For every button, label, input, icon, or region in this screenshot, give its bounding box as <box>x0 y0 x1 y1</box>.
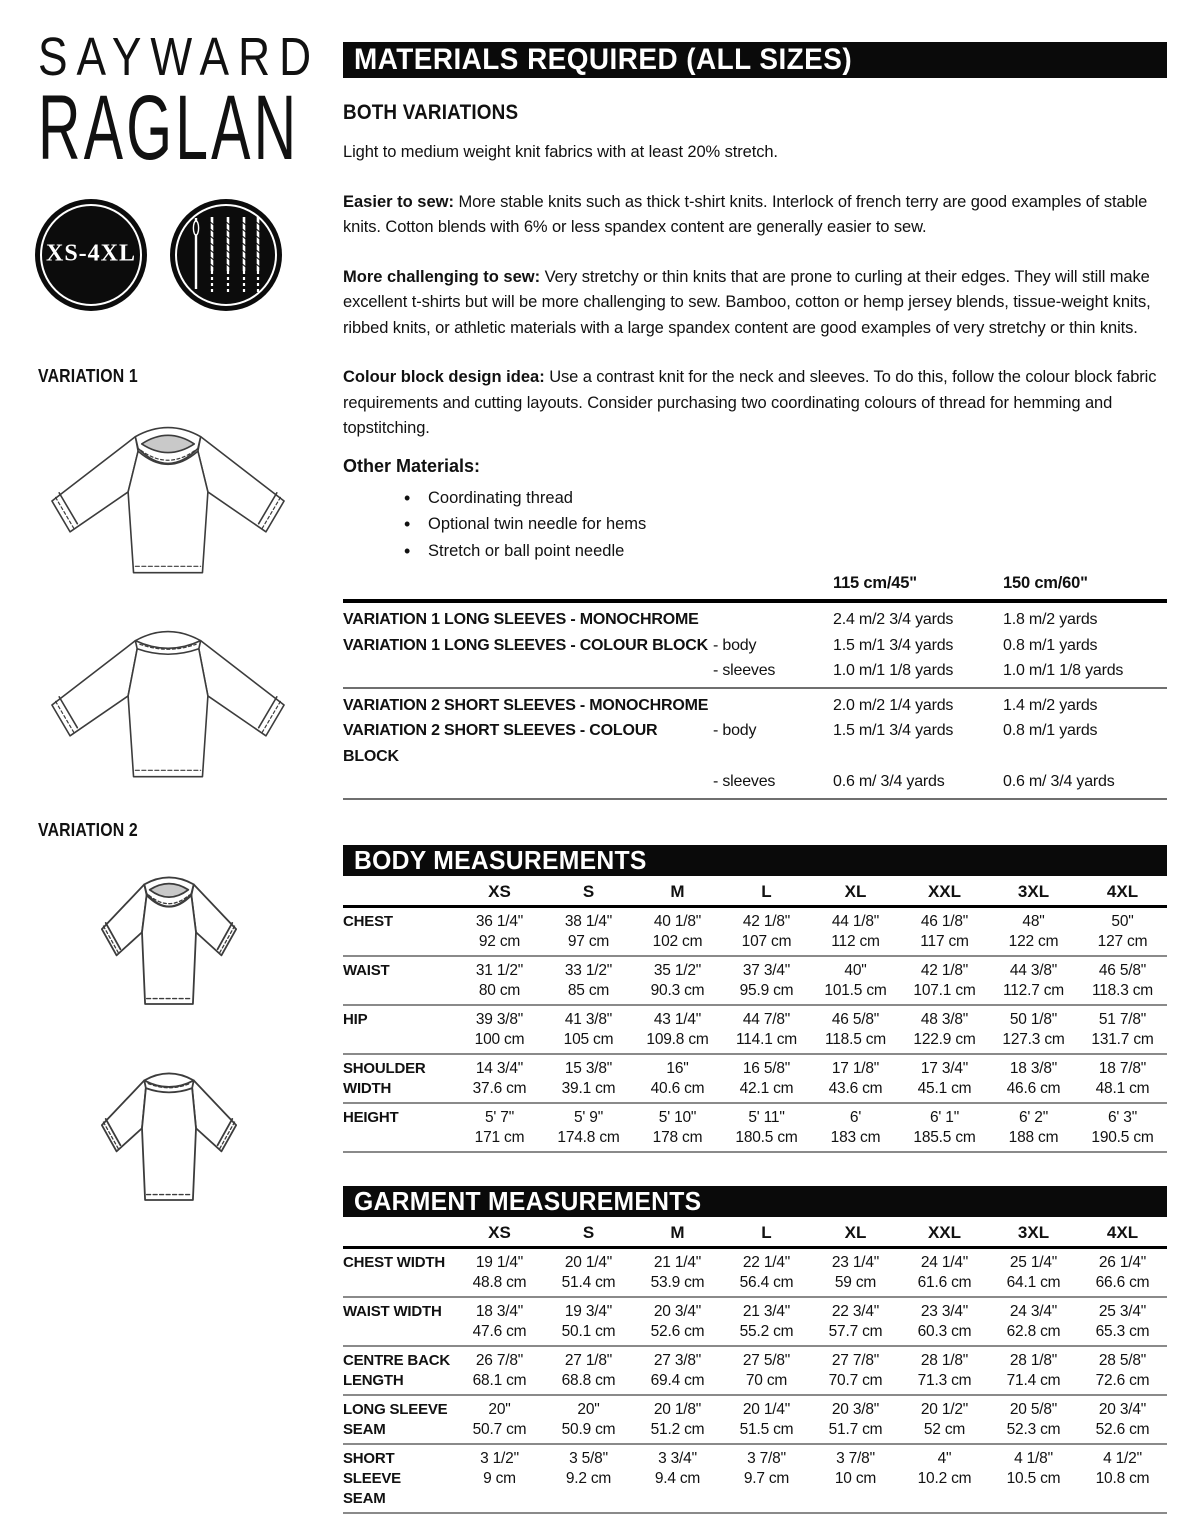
measurement-cell: 14 3/4" 37.6 cm <box>455 1054 544 1103</box>
title-line-2: RAGLAN <box>38 77 300 179</box>
more-challenging-text: Very stretchy or thin knits that are prone to curling at their edges. They will still make excellent t-shirts but will be more challenging to sew. Bamboo, cotton or hemp jersey blends, tissue-weight knits, ribbed knits, or athletic materials with a large spandex content are good examples of very stretchy or thin knits. <box>343 267 1151 337</box>
measurement-row <box>343 1297 1167 1346</box>
size-column-header: XS <box>455 1217 544 1248</box>
measurement-cell: 48" 122 cm <box>989 906 1078 956</box>
measurement-cell: 19 3/4" 50.1 cm <box>544 1297 633 1346</box>
colour-block-lead: Colour block design idea: <box>343 368 545 386</box>
measurement-row-label: SHORT SLEEVE SEAM <box>343 1444 455 1513</box>
measurement-cell: 27 3/8" 69.4 cm <box>633 1346 722 1395</box>
easier-to-sew-paragraph <box>343 190 1167 241</box>
variation-1-front-drawing <box>32 394 304 589</box>
measurement-cell: 15 3/8" 39.1 cm <box>544 1054 633 1103</box>
more-challenging-lead: More challenging to sew: <box>343 267 541 286</box>
measurement-row <box>343 1005 1167 1054</box>
fabric-yardage-150: 1.8 m/2 yards <box>1003 611 1098 628</box>
fabric-row-sub: - sleeves <box>713 658 833 688</box>
colour-block-text: Use a contrast knit for the neck and sleeves. To do this, follow the colour block fabric requirements and cutting layouts. Consider purchasing two coordinating colours of thread for hemming and topstitching. <box>343 368 1157 437</box>
measurement-cell: 6' 3" 190.5 cm <box>1078 1103 1167 1152</box>
measurement-cell: 4" 10.2 cm <box>900 1444 989 1513</box>
measurement-cell: 23 3/4" 60.3 cm <box>900 1297 989 1346</box>
measurement-cell: 21 3/4" 55.2 cm <box>722 1297 811 1346</box>
size-range-badge <box>35 199 147 311</box>
fabric-row-sub <box>713 601 833 633</box>
fabric-yardage-150: 0.6 m/ 3/4 yards <box>1003 769 1167 799</box>
fabric-width-column-header: 150 cm/60" <box>1003 574 1167 601</box>
more-challenging-paragraph <box>343 265 1167 342</box>
main-column <box>343 0 1167 1514</box>
measurement-cell: 44 1/8" 112 cm <box>811 906 900 956</box>
size-column-header: XL <box>811 876 900 907</box>
garment-measurements-header: GARMENT MEASUREMENTS <box>354 1185 702 1216</box>
size-column-header: XL <box>811 1217 900 1248</box>
fabric-yardage-115: 0.6 m/ 3/4 yards <box>833 769 1003 799</box>
fabric-yardage-115: 1.5 m/1 3/4 yards <box>833 722 954 739</box>
measurement-row <box>343 1247 1167 1297</box>
colour-block-paragraph <box>343 365 1167 442</box>
measurement-cell: 3 3/4" 9.4 cm <box>633 1444 722 1513</box>
measurement-cell: 38 1/4" 97 cm <box>544 906 633 956</box>
fabric-yardage-150: 0.8 m/1 yards <box>1003 722 1098 739</box>
long-sleeve-shirt-back-icon <box>32 598 304 793</box>
list-item: • Coordinating thread <box>343 485 1167 512</box>
measurement-cell: 35 1/2" 90.3 cm <box>633 956 722 1005</box>
measurement-row-label: CHEST <box>343 906 455 956</box>
fabric-yardage-115: 2.4 m/2 3/4 yards <box>833 611 954 628</box>
fabric-row <box>343 769 1167 799</box>
sidebar <box>0 0 343 1500</box>
short-sleeve-shirt-front-icon <box>80 852 258 1014</box>
measurement-cell: 5' 7" 171 cm <box>455 1103 544 1152</box>
variation-2-front-drawing <box>80 852 258 1014</box>
measurement-cell: 6' 183 cm <box>811 1103 900 1152</box>
measurement-cell: 3 7/8" 10 cm <box>811 1444 900 1513</box>
measurement-cell: 22 3/4" 57.7 cm <box>811 1297 900 1346</box>
fabric-row <box>343 633 1167 659</box>
measurement-cell: 5' 9" 174.8 cm <box>544 1103 633 1152</box>
size-column-header: 3XL <box>989 1217 1078 1248</box>
measurement-cell: 44 7/8" 114.1 cm <box>722 1005 811 1054</box>
measurement-cell: 20 1/8" 51.2 cm <box>633 1395 722 1444</box>
size-column-header: 4XL <box>1078 1217 1167 1248</box>
measurement-cell: 40" 101.5 cm <box>811 956 900 1005</box>
measurement-cell: 22 1/4" 56.4 cm <box>722 1247 811 1297</box>
measurement-cell: 20 1/4" 51.4 cm <box>544 1247 633 1297</box>
measurement-cell: 27 1/8" 68.8 cm <box>544 1346 633 1395</box>
variation-2-back-drawing <box>80 1048 258 1210</box>
measurement-row <box>343 1346 1167 1395</box>
measurement-cell: 16 5/8" 42.1 cm <box>722 1054 811 1103</box>
list-item: • Stretch or ball point needle <box>343 538 1167 565</box>
easier-to-sew-text: More stable knits such as thick t-shirt knits. Interlock of french terry are good examples of stable knits. Cotton blends with 6% or less spandex content are generally easier to sew. <box>343 192 1148 236</box>
fabric-yardage-150: 1.0 m/1 1/8 yards <box>1003 658 1167 688</box>
size-column-header: 3XL <box>989 876 1078 907</box>
size-column-header: XXL <box>900 1217 989 1248</box>
variation-1-label: VARIATION 1 <box>38 366 138 386</box>
fabric-row-label: VARIATION 1 LONG SLEEVES - MONOCHROME <box>343 611 699 628</box>
measurement-cell: 24 3/4" 62.8 cm <box>989 1297 1078 1346</box>
measurement-cell: 4 1/2" 10.8 cm <box>1078 1444 1167 1513</box>
fabric-yardage-115: 1.5 m/1 3/4 yards <box>833 636 954 654</box>
measurement-cell: 46 5/8" 118.5 cm <box>811 1005 900 1054</box>
measurement-cell: 25 3/4" 65.3 cm <box>1078 1297 1167 1346</box>
fabric-row <box>343 718 1167 769</box>
measurement-cell: 5' 11" 180.5 cm <box>722 1103 811 1152</box>
size-column-header: S <box>544 876 633 907</box>
measurement-cell: 28 1/8" 71.3 cm <box>900 1346 989 1395</box>
size-column-header: L <box>722 876 811 907</box>
body-measurements-header: BODY MEASUREMENTS <box>354 844 647 875</box>
measurement-cell: 46 1/8" 117 cm <box>900 906 989 956</box>
measurement-cell: 31 1/2" 80 cm <box>455 956 544 1005</box>
measurement-cell: 20" 50.7 cm <box>455 1395 544 1444</box>
fabric-yardage-115: 1.0 m/1 1/8 yards <box>833 658 1003 688</box>
body-measurements-header-bar <box>343 845 1167 876</box>
measurement-row <box>343 1444 1167 1513</box>
fabric-row <box>343 601 1167 633</box>
measurement-cell: 3 7/8" 9.7 cm <box>722 1444 811 1513</box>
measurement-row-label: WAIST WIDTH <box>343 1297 455 1346</box>
measurement-cell: 24 1/4" 61.6 cm <box>900 1247 989 1297</box>
measurement-row-label: LONG SLEEVE SEAM <box>343 1395 455 1444</box>
measurement-cell: 27 5/8" 70 cm <box>722 1346 811 1395</box>
measurement-cell: 27 7/8" 70.7 cm <box>811 1346 900 1395</box>
measurement-cell: 20 1/2" 52 cm <box>900 1395 989 1444</box>
fabric-yardage-115: 2.0 m/2 1/4 yards <box>833 696 954 714</box>
size-column-header: L <box>722 1217 811 1248</box>
materials-required-header-bar <box>343 42 1167 78</box>
measurement-row-label: CENTRE BACK LENGTH <box>343 1346 455 1395</box>
materials-required-header: MATERIALS REQUIRED (ALL SIZES) <box>354 43 853 76</box>
measurement-cell: 39 3/8" 100 cm <box>455 1005 544 1054</box>
measurement-cell: 28 1/8" 71.4 cm <box>989 1346 1078 1395</box>
size-column-header: S <box>544 1217 633 1248</box>
fabric-table-header-row <box>343 574 1167 601</box>
fabric-yardage-150: 0.8 m/1 yards <box>1003 636 1098 654</box>
fabric-requirements-table <box>343 574 1167 800</box>
measurement-cell: 18 7/8" 48.1 cm <box>1078 1054 1167 1103</box>
size-header-row <box>343 1217 1167 1248</box>
garment-measurements-table <box>343 1217 1167 1514</box>
measurement-cell: 50 1/8" 127.3 cm <box>989 1005 1078 1054</box>
measurement-row-label: HIP <box>343 1005 455 1054</box>
measurement-row <box>343 1395 1167 1444</box>
variation-1-back-drawing <box>32 598 304 793</box>
size-column-header: M <box>633 1217 722 1248</box>
fabric-row-sub <box>713 688 833 719</box>
both-variations-heading: BOTH VARIATIONS <box>343 101 519 124</box>
measurement-cell: 6' 1" 185.5 cm <box>900 1103 989 1152</box>
other-materials-list <box>343 485 1167 565</box>
measurement-row-label: CHEST WIDTH <box>343 1247 455 1297</box>
fabric-yardage-150: 1.4 m/2 yards <box>1003 696 1098 714</box>
size-column-header: XS <box>455 876 544 907</box>
measurement-row <box>343 1054 1167 1103</box>
measurement-row <box>343 956 1167 1005</box>
measurement-cell: 4 1/8" 10.5 cm <box>989 1444 1078 1513</box>
measurement-cell: 28 5/8" 72.6 cm <box>1078 1346 1167 1395</box>
measurement-cell: 50" 127 cm <box>1078 906 1167 956</box>
measurement-cell: 25 1/4" 64.1 cm <box>989 1247 1078 1297</box>
size-column-header: 4XL <box>1078 876 1167 907</box>
measurement-cell: 23 1/4" 59 cm <box>811 1247 900 1297</box>
fabric-row-sub: - sleeves <box>713 769 833 799</box>
measurement-cell: 6' 2" 188 cm <box>989 1103 1078 1152</box>
measurement-cell: 17 1/8" 43.6 cm <box>811 1054 900 1103</box>
variation-2-label: VARIATION 2 <box>38 820 138 840</box>
long-sleeve-shirt-front-icon <box>32 394 304 589</box>
easier-to-sew-lead: Easier to sew: <box>343 192 454 211</box>
measurement-cell: 42 1/8" 107.1 cm <box>900 956 989 1005</box>
measurement-cell: 18 3/8" 46.6 cm <box>989 1054 1078 1103</box>
fabric-row-sub: - body <box>713 722 757 739</box>
body-measurements-table <box>343 876 1167 1153</box>
measurement-cell: 33 1/2" 85 cm <box>544 956 633 1005</box>
measurement-cell: 5' 10" 178 cm <box>633 1103 722 1152</box>
size-column-header: XXL <box>900 876 989 907</box>
measurement-cell: 18 3/4" 47.6 cm <box>455 1297 544 1346</box>
measurement-cell: 17 3/4" 45.1 cm <box>900 1054 989 1103</box>
measurement-cell: 16" 40.6 cm <box>633 1054 722 1103</box>
size-range-label: XS-4XL <box>45 240 136 267</box>
measurement-cell: 48 3/8" 122.9 cm <box>900 1005 989 1054</box>
fabric-row-label: VARIATION 2 SHORT SLEEVES - COLOUR BLOCK <box>343 722 658 765</box>
measurement-cell: 26 1/4" 66.6 cm <box>1078 1247 1167 1297</box>
measurement-cell: 20 5/8" 52.3 cm <box>989 1395 1078 1444</box>
measurement-cell: 36 1/4" 92 cm <box>455 906 544 956</box>
measurement-cell: 3 1/2" 9 cm <box>455 1444 544 1513</box>
measurement-cell: 26 7/8" 68.1 cm <box>455 1346 544 1395</box>
fabric-row-label <box>343 769 713 799</box>
measurement-cell: 42 1/8" 107 cm <box>722 906 811 956</box>
short-sleeve-shirt-back-icon <box>80 1048 258 1210</box>
garment-measurements-header-bar <box>343 1186 1167 1217</box>
measurement-row-label: WAIST <box>343 956 455 1005</box>
needles-icon <box>187 213 265 297</box>
title-line-1: SAYWARD <box>38 27 321 87</box>
measurement-cell: 20 3/8" 51.7 cm <box>811 1395 900 1444</box>
measurement-cell: 20" 50.9 cm <box>544 1395 633 1444</box>
fabric-row-label: VARIATION 2 SHORT SLEEVES - MONOCHROME <box>343 696 709 714</box>
fabric-intro-paragraph: Light to medium weight knit fabrics with at least 20% stretch. <box>343 143 778 161</box>
measurement-cell: 51 7/8" 131.7 cm <box>1078 1005 1167 1054</box>
measurement-cell: 20 3/4" 52.6 cm <box>633 1297 722 1346</box>
measurement-cell: 44 3/8" 112.7 cm <box>989 956 1078 1005</box>
fabric-row-sub: - body <box>713 636 757 654</box>
measurement-row <box>343 906 1167 956</box>
measurement-cell: 20 3/4" 52.6 cm <box>1078 1395 1167 1444</box>
measurement-cell: 19 1/4" 48.8 cm <box>455 1247 544 1297</box>
measurement-cell: 21 1/4" 53.9 cm <box>633 1247 722 1297</box>
fabric-row-label: VARIATION 1 LONG SLEEVES - COLOUR BLOCK <box>343 636 708 654</box>
size-column-header: M <box>633 876 722 907</box>
needles-badge <box>170 199 282 311</box>
fabric-row <box>343 688 1167 719</box>
measurement-row-label: HEIGHT <box>343 1103 455 1152</box>
list-item: • Optional twin needle for hems <box>343 511 1167 538</box>
measurement-cell: 3 5/8" 9.2 cm <box>544 1444 633 1513</box>
size-header-row <box>343 876 1167 907</box>
measurement-row <box>343 1103 1167 1152</box>
measurement-row-label: SHOULDER WIDTH <box>343 1054 455 1103</box>
measurement-cell: 46 5/8" 118.3 cm <box>1078 956 1167 1005</box>
fabric-row-label <box>343 658 713 688</box>
measurement-cell: 41 3/8" 105 cm <box>544 1005 633 1054</box>
measurement-cell: 40 1/8" 102 cm <box>633 906 722 956</box>
measurement-cell: 37 3/4" 95.9 cm <box>722 956 811 1005</box>
measurement-cell: 43 1/4" 109.8 cm <box>633 1005 722 1054</box>
measurement-cell: 20 1/4" 51.5 cm <box>722 1395 811 1444</box>
other-materials-heading: Other Materials: <box>343 455 481 476</box>
fabric-row <box>343 658 1167 688</box>
fabric-width-column-header: 115 cm/45" <box>833 574 1003 601</box>
